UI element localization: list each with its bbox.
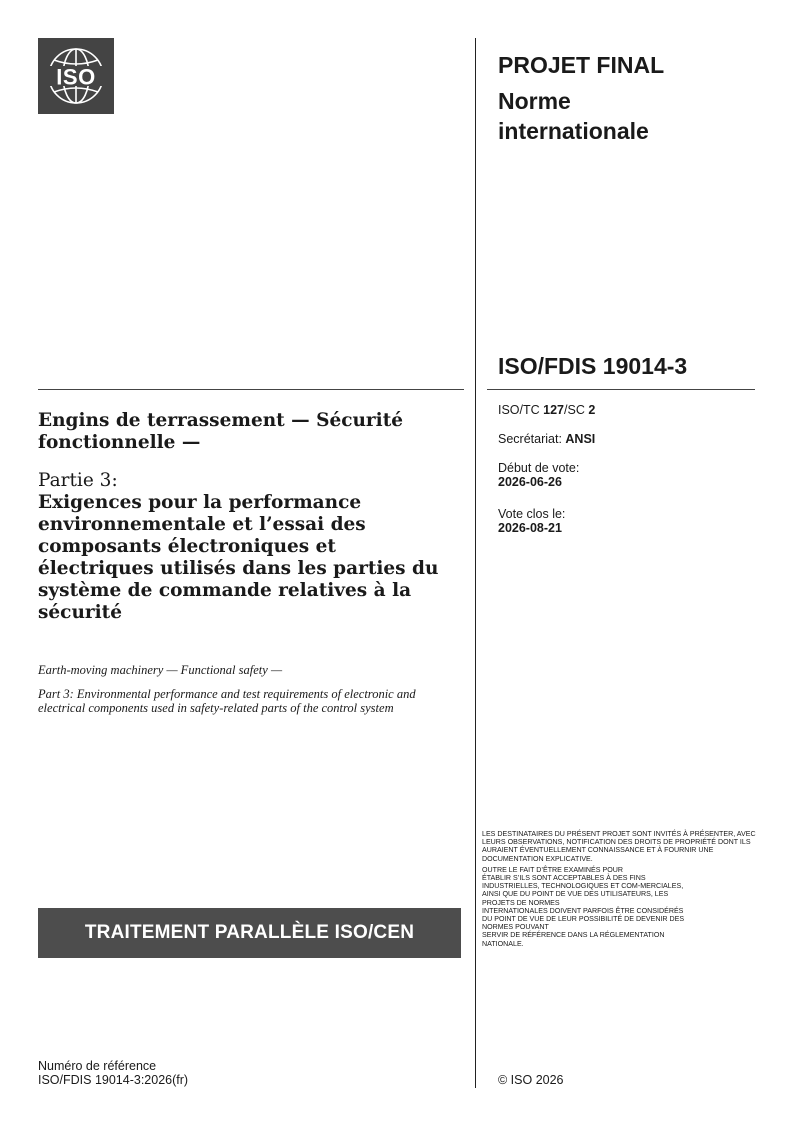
notice-line: ÉTABLIR S’ILS SONT ACCEPTABLES À DES FINS: [482, 874, 646, 883]
vote-end-label: Vote clos le:: [498, 507, 566, 521]
notice-line: DU POINT DE VUE DE LEUR POSSIBILITÉ DE DEVENIR DES: [482, 915, 685, 924]
notice-line: INTERNATIONALES DOIVENT PARFOIS ÊTRE CONSIDÉRÉS: [482, 906, 684, 915]
committee-sc: 2: [588, 403, 596, 417]
vote-start-label: Début de vote:: [498, 461, 580, 475]
notice-line: INDUSTRIELLES, TECHNOLOGIQUES ET COM-MERCIALES,: [482, 882, 684, 891]
copyright: © ISO 2026: [498, 1073, 564, 1087]
committee-prefix: ISO/TC: [498, 403, 544, 417]
reference-label: Numéro de référence: [38, 1059, 157, 1073]
horizontal-divider-right: [487, 389, 755, 390]
notice-paragraph-1: LES DESTINATAIRES DU PRÉSENT PROJET SONT INVITÉS À PRÉSENTER, AVEC LEURS OBSERVATIONS, NOTIFICATION DES DROITS DE PROPRIÉTÉ DONT ILS AURAIENT ÉVENTUELLEMENT CONNAISSANCE ET À FOURNIR UNE DOCUMENTATION EXPLICATIVE.: [482, 830, 756, 863]
notice-line: NATIONALE.: [482, 939, 524, 948]
notice-line: OUTRE LE FAIT D’ÊTRE EXAMINÉS POUR: [482, 865, 623, 874]
english-part-title: Part 3: Environmental performance and test requirements of electronic and electrical components used in safety-related parts of the control system: [38, 687, 416, 715]
document-status-line-3: internationale: [498, 118, 649, 144]
notice-line: PROJETS DE NORMES: [482, 898, 560, 907]
part-label: Partie 3:: [38, 470, 118, 491]
iso-logo-text: ISO: [56, 64, 96, 90]
document-status-line-2: Norme: [498, 88, 571, 114]
secretariat-label: Secrétariat:: [498, 432, 566, 446]
secretariat: [498, 432, 595, 446]
parallel-processing-banner: TRAITEMENT PARALLÈLE ISO/CEN: [38, 908, 461, 958]
committee-separator: /SC: [564, 403, 589, 417]
notice-paragraph-2: [482, 866, 757, 948]
document-title-main: Engins de terrassement — Sécurité fonctionnelle —: [38, 410, 404, 453]
iso-logo: [38, 38, 114, 114]
notice-line: AINSI QUE DU POINT DE VUE DES UTILISATEURS, LES: [482, 890, 669, 899]
globe-icon: [38, 38, 114, 114]
committee-tc: 127: [543, 403, 565, 417]
vertical-divider: [475, 38, 476, 1088]
notice-line: NORMES POUVANT: [482, 923, 549, 932]
secretariat-value: ANSI: [565, 432, 596, 446]
english-title-main: Earth-moving machinery — Functional safety —: [38, 663, 283, 677]
committee: [498, 403, 595, 417]
recipient-notice: [482, 830, 757, 948]
reference-number: [38, 1059, 188, 1087]
vote-end-date: 2026-08-21: [498, 521, 562, 535]
document-status-line-1: PROJET FINAL: [498, 52, 665, 78]
vote-start-date: 2026-06-26: [498, 475, 562, 489]
horizontal-divider-left: [38, 389, 464, 390]
standard-number: ISO/FDIS 19014-3: [498, 353, 688, 379]
part-title: Exigences pour la performance environnementale et l’essai des composants électroniques et électriques utilisés dans les parties du système de commande relatives à la sécurité: [38, 492, 439, 623]
notice-line: SERVIR DE RÉFÉRENCE DANS LA RÉGLEMENTATION: [482, 931, 665, 940]
reference-value: ISO/FDIS 19014-3:2026(fr): [38, 1073, 189, 1087]
